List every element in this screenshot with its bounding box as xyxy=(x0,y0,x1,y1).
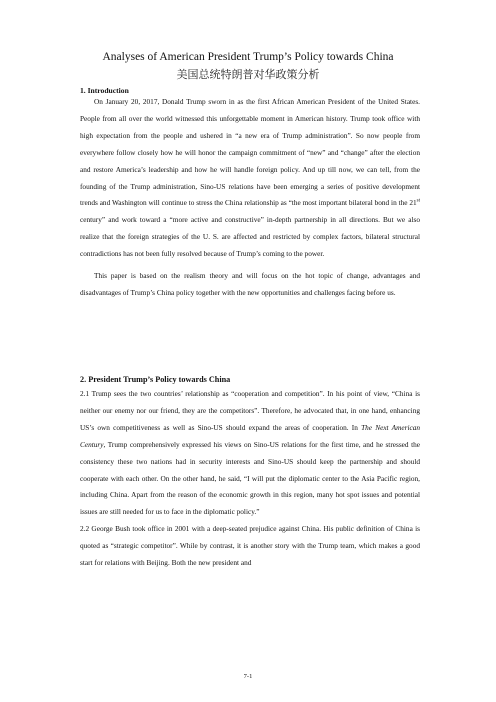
book-title: The Next American Century xyxy=(80,422,421,449)
intro-paragraph-1-text-b: century” and work toward a “more active and constructive” in-depth partnership in all directions. But we also realize that the foreign strategies of the U. S. are affected and restricted by complex factors, bilateral structural contradictions has not been fully resolved because of Trump’s coming to the power. xyxy=(80,215,420,259)
document-title-chinese: 美国总统特朗普对华政策分析 xyxy=(176,68,320,81)
intro-paragraph-2: This paper is based on the realism theory and will focus on the hot topic of change, advantages and disadvantages of Trump’s China policy together with the new opportunities and challenges facing before us. xyxy=(80,271,420,297)
superscript-st: st xyxy=(416,199,420,205)
page-number: 7-1 xyxy=(243,673,253,680)
intro-paragraph-1 xyxy=(80,94,420,263)
section-heading-policy: 2. President Trump’s Policy towards China xyxy=(80,375,231,384)
policy-paragraph-2-2: 2.2 George Bush took office in 2001 with a deep-seated prejudice against China. His public definition of China is quoted as “strategic competitor”. While by contrast, it is another story with the Trump team, which makes a good start for relations with Beijing. Both the new president and xyxy=(80,524,420,568)
intro-paragraph-1-text-a: On January 20, 2017, Donald Trump sworn in as the first African American President of the United States. People from all over the world witnessed this unforgettable moment in American history. Trump took office with high expectation from the people and ushered in “a new era of Trump administration”. So now people from everywhere follow closely how he will honor the campaign commitment of “new” and “change” after the election and restore America’s leadership and how he will handle foreign policy. And up till now, we can tell, from the founding of the Trump administration, Sino-US relations have been emerging a series of positive development trends and Washington will continue to stress the China relationship as “the most important bilateral bond in the 21 xyxy=(80,97,420,208)
policy-paragraph-2-1-text-a: 2.1 Trump sees the two countries’ relationship as “cooperation and competition”. In his point of view, “China is neither our enemy nor our friend, they are the competitors”. Therefore, he advocated that, in one hand, enhancing US’s own competitiveness as well as Sino-US should expand the areas of cooperation. In xyxy=(80,389,420,432)
policy-paragraph-2-1-text-b: , Trump comprehensively expressed his views on Sino-US relations for the first time, and he stressed the consistency these two nations had in security interests and Sino-US should keep the partnership and should cooperate with each other. On the other hand, he said, “I will put the diplomatic center to the Asia Pacific region, including China. Apart from the reason of the economic growth in this region, many hot spot issues and potential issues are still needed for us to face in the diplomatic policy.” xyxy=(80,439,420,517)
policy-paragraph-2-1 xyxy=(80,386,420,521)
section-policy xyxy=(80,375,420,572)
section-heading-introduction: 1. Introduction xyxy=(80,86,129,95)
section-introduction xyxy=(80,86,420,302)
document-title-english: Analyses of American President Trump’s Policy towards China xyxy=(102,51,394,63)
